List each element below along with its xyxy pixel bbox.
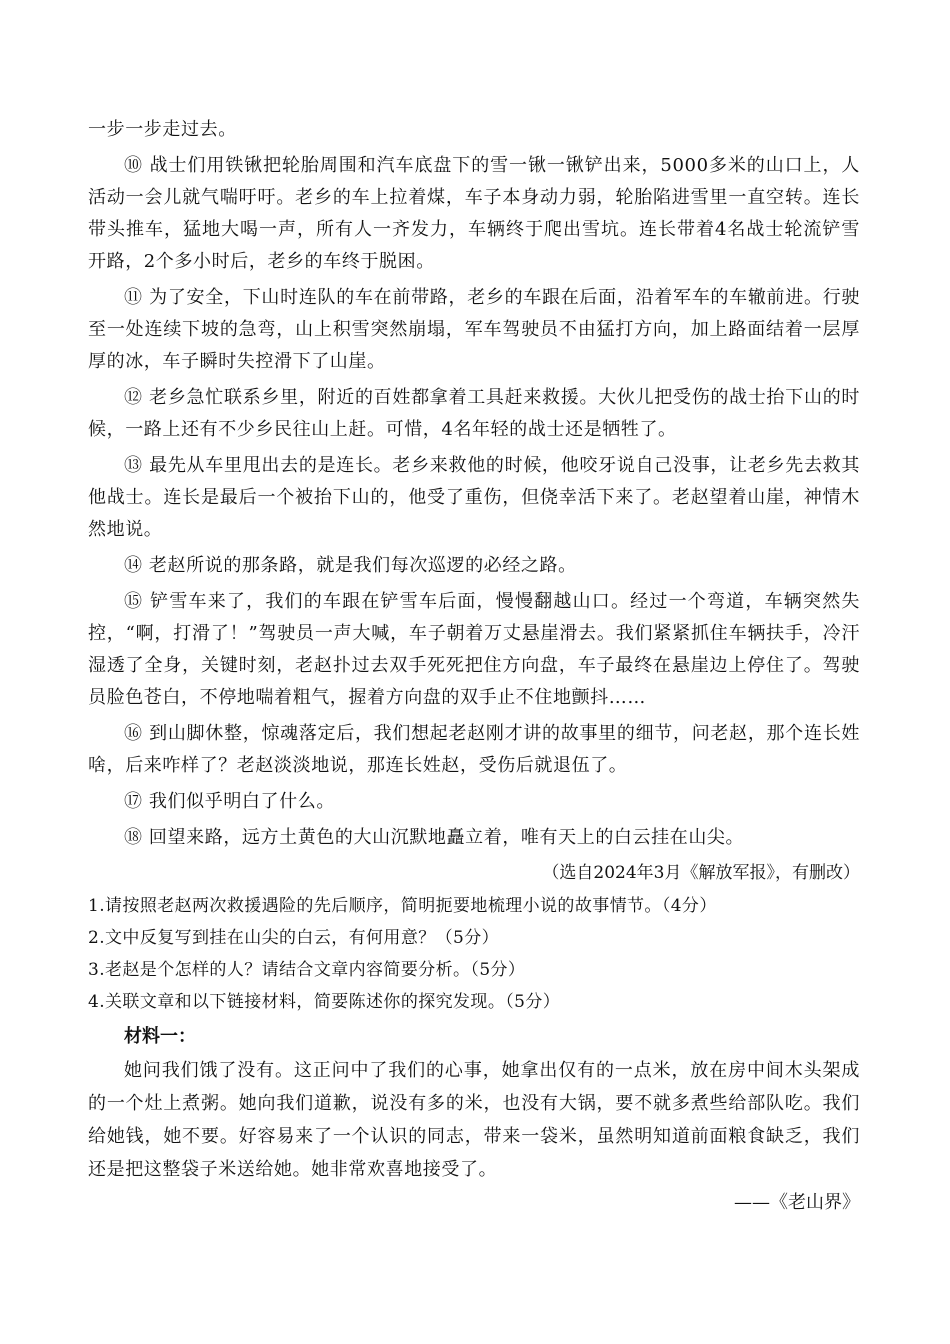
document-page bbox=[88, 114, 860, 1220]
story-body bbox=[88, 114, 860, 888]
story-paragraph-continuation: 一步一步走过去。 bbox=[88, 119, 237, 140]
question-list bbox=[88, 890, 860, 1018]
story-paragraph-11: ⑪ 为了安全，下山时连队的车在前带路，老乡的车跟在后面，沿着军车的车辙前进。行驶至一处连续下坡的急弯，山上积雪突然崩塌，军车驾驶员不由猛打方向，加上路面结着一层厚厚的冰，车子瞬时失控滑下了山崖。 bbox=[88, 287, 860, 372]
story-paragraph-16: ⑯ 到山脚休整，惊魂落定后，我们想起老赵刚才讲的故事里的细节，问老赵，那个连长姓啥，后来咋样了？老赵淡淡地说，那连长姓赵，受伤后就退伍了。 bbox=[88, 723, 860, 776]
material-section bbox=[88, 1020, 860, 1220]
question-2: 2.文中反复写到挂在山尖的白云，有何用意？（5分） bbox=[88, 928, 500, 948]
story-paragraph-18: ⑱ 回望来路，远方土黄色的大山沉默地矗立着，唯有天上的白云挂在山尖。 bbox=[124, 827, 745, 848]
question-3: 3.老赵是个怎样的人？请结合文章内容简要分析。（5分） bbox=[88, 960, 526, 980]
story-paragraph-15: ⑮ 铲雪车来了，我们的车跟在铲雪车后面，慢慢翻越山口。经过一个弯道，车辆突然失控，“啊，打滑了！”驾驶员一声大喊，车子朝着万丈悬崖滑去。我们紧紧抓住车辆扶手，冷汗湿透了全身，关键时刻，老赵扑过去双手死死把住方向盘，车子最终在悬崖边上停住了。驾驶员脸色苍白，不停地喘着粗气，握着方向盘的双手止不住地颤抖…… bbox=[88, 591, 860, 708]
story-paragraph-10: ⑩ 战士们用铁锹把轮胎周围和汽车底盘下的雪一锹一锹铲出来，5000多米的山口上，人活动一会儿就气喘吁吁。老乡的车上拉着煤，车子本身动力弱，轮胎陷进雪里一直空转。连长带头推车，猛地大喝一声，所有人一齐发力，车辆终于爬出雪坑。连长带着4名战士轮流铲雪开路，2个多小时后，老乡的车终于脱困。 bbox=[88, 155, 860, 272]
story-paragraph-13: ⑬ 最先从车里甩出去的是连长。老乡来救他的时候，他咬牙说自己没事，让老乡先去救其他战士。连长是最后一个被抬下山的，他受了重伤，但侥幸活下来了。老赵望着山崖，神情木然地说。 bbox=[88, 455, 860, 540]
question-1: 1.请按照老赵两次救援遇险的先后顺序，简明扼要地梳理小说的故事情节。（4分） bbox=[88, 896, 717, 916]
story-source: （选自2024年3月《解放军报》，有删改） bbox=[542, 863, 860, 883]
material-body: 她问我们饿了没有。这正问中了我们的心事，她拿出仅有的一点米，放在房中间木头架成的一个灶上煮粥。她向我们道歉，说没有多的米，也没有大锅，要不就多煮些给部队吃。我们给她钱，她不要。好容易来了一个认识的同志，带来一袋米，虽然明知道前面粮食缺乏，我们还是把这整袋子米送给她。她非常欢喜地接受了。 bbox=[88, 1060, 860, 1180]
material-source: ——《老山界》 bbox=[734, 1192, 860, 1213]
question-4: 4.关联文章和以下链接材料，简要陈述你的探究发现。（5分） bbox=[88, 992, 561, 1012]
material-title: 材料一： bbox=[124, 1026, 196, 1047]
story-paragraph-14: ⑭ 老赵所说的那条路，就是我们每次巡逻的必经之路。 bbox=[124, 555, 577, 576]
story-paragraph-12: ⑫ 老乡急忙联系乡里，附近的百姓都拿着工具赶来救援。大伙儿把受伤的战士抬下山的时候，一路上还有不少乡民往山上赶。可惜，4名年轻的战士还是牺牲了。 bbox=[88, 387, 860, 440]
story-paragraph-17: ⑰ 我们似乎明白了什么。 bbox=[124, 791, 335, 812]
